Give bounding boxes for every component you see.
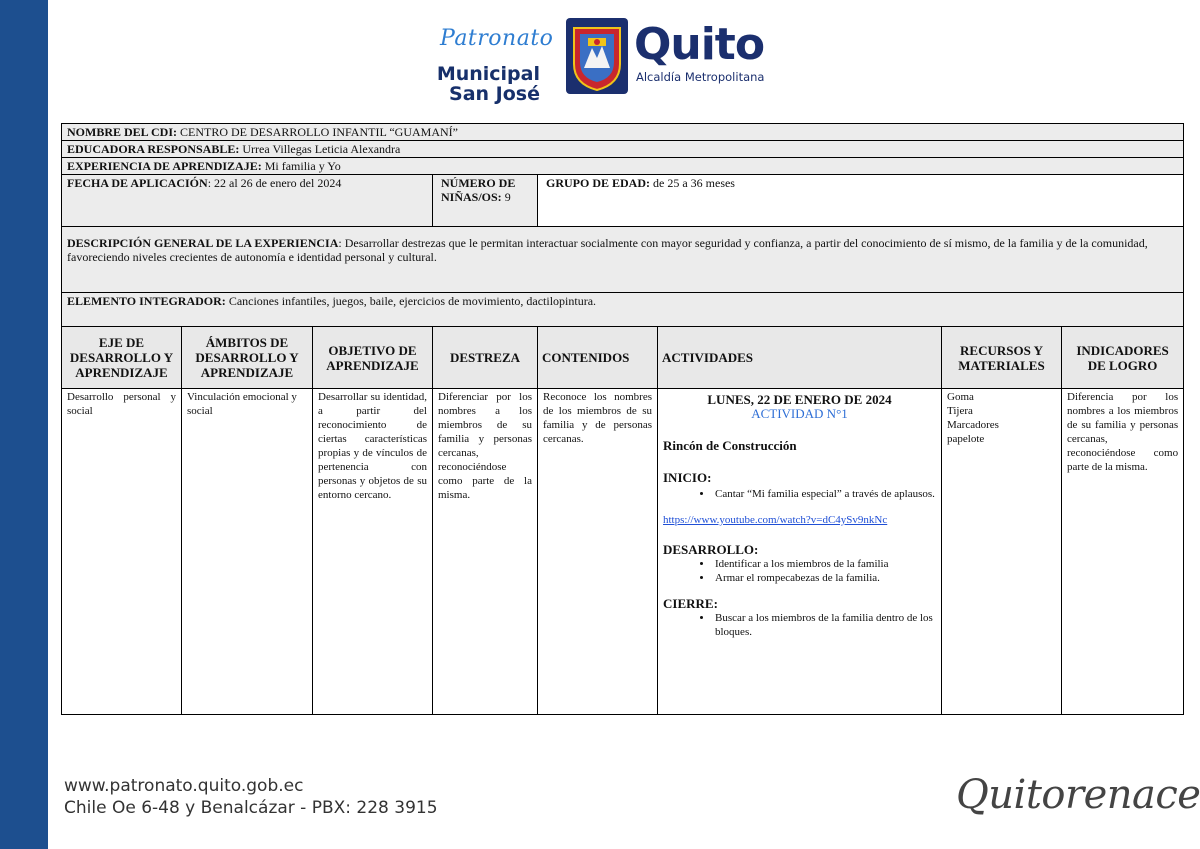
footer-address: Chile Oe 6-48 y Benalcázar - PBX: 228 3915: [64, 798, 438, 818]
quito-wordmark: Quito: [634, 19, 765, 70]
fecha-value: : 22 al 26 de enero del 2024: [207, 176, 342, 190]
activity-number: ACTIVIDAD N°1: [751, 406, 848, 421]
educadora-row: [62, 141, 1184, 158]
col-contenidos: CONTENIDOS: [538, 327, 658, 389]
cierre-list: [663, 611, 936, 639]
descripcion-value: : Desarrollar destrezas que le permitan interactuar socialmente con mayor seguridad y confianza, a partir del conocimiento de sí mismo, de la familia y de la comunidad, favoreciendo niveles crecientes de autonomía e identidad personal y cultural.: [67, 236, 1148, 264]
fecha-row: [62, 175, 1184, 227]
desarrollo-label: DESARROLLO:: [663, 542, 759, 557]
inicio-list: [663, 487, 936, 501]
recursos-cell: [942, 389, 1062, 715]
elemento-label: ELEMENTO INTEGRADOR:: [67, 294, 226, 308]
cdi-value: CENTRO DE DESARROLLO INFANTIL “GUAMANÍ”: [177, 125, 458, 139]
activity-date: LUNES, 22 DE ENERO DE 2024: [707, 392, 892, 407]
experiencia-label: EXPERIENCIA DE APRENDIZAJE:: [67, 159, 262, 173]
inicio-label: INICIO:: [663, 470, 712, 485]
video-link[interactable]: https://www.youtube.com/watch?v=dC4ySv9nkNc: [663, 514, 888, 526]
fecha-label: FECHA DE APLICACIÓN: [67, 176, 208, 190]
recurso-item: Tijera: [947, 405, 973, 417]
column-header-row: [62, 327, 1184, 389]
educadora-cell: [62, 141, 1184, 158]
educadora-label: EDUCADORA RESPONSABLE:: [67, 142, 240, 156]
numero-label-1: NÚMERO DE: [441, 176, 516, 190]
descripcion-label: DESCRIPCIÓN GENERAL DE LA EXPERIENCIA: [67, 236, 339, 250]
descripcion-cell: [62, 227, 1184, 293]
patronato-name: [428, 64, 540, 104]
cdi-row: [62, 124, 1184, 141]
quito-crest-icon: [566, 18, 628, 94]
col-destreza: DESTREZA: [433, 327, 538, 389]
descripcion-row: [62, 227, 1184, 293]
footer-slogan: Quitorenace: [956, 772, 1200, 818]
col-objetivo: OBJETIVO DE APRENDIZAJE: [313, 327, 433, 389]
grupo-value: de 25 a 36 meses: [650, 176, 735, 190]
cierre-item: • Buscar a los miembros de la familia dentro de los bloques.: [713, 611, 936, 639]
cdi-cell: [62, 124, 1184, 141]
patronato-line-2: San José: [449, 83, 540, 105]
col-indicadores: INDICADORES DE LOGRO: [1062, 327, 1184, 389]
inicio-item: • Cantar “Mi familia especial” a través de aplausos.: [713, 487, 936, 501]
eje-cell: Desarrollo personal y social: [62, 389, 182, 715]
numero-value: 9: [501, 190, 511, 204]
patronato-script: Patronato: [440, 26, 554, 51]
elemento-value: Canciones infantiles, juegos, baile, ejercicios de movimiento, dactilopintura.: [225, 294, 597, 308]
recurso-item: Goma: [947, 391, 974, 403]
grupo-cell: [538, 175, 1184, 227]
patronato-line-1: Municipal: [436, 63, 540, 85]
side-accent-bar: [0, 0, 48, 849]
elemento-cell: [62, 293, 1184, 327]
col-recursos: RECURSOS Y MATERIALES: [942, 327, 1062, 389]
grupo-label: GRUPO DE EDAD:: [546, 176, 650, 190]
experiencia-cell: [62, 158, 1184, 175]
actividades-cell: [658, 389, 942, 715]
numero-label-2: NIÑAS/OS:: [441, 190, 502, 204]
recurso-item: Marcadores: [947, 419, 999, 431]
footer-website[interactable]: www.patronato.quito.gob.ec: [64, 776, 304, 796]
ambitos-cell: Vinculación emocional y social: [182, 389, 313, 715]
col-actividades: ACTIVIDADES: [658, 327, 942, 389]
destreza-cell: Diferenciar por los nombres a los miembros de su familia y personas cercanas, reconociéndose como parte de la misma.: [433, 389, 538, 715]
educadora-value: Urrea Villegas Leticia Alexandra: [239, 142, 401, 156]
objetivo-cell: Desarrollar su identidad, a partir del reconocimiento de ciertas características propias y de vínculos de pertenencia con personas y objetos de su entorno cercano.: [313, 389, 433, 715]
planning-table: [61, 123, 1184, 715]
experiencia-row: [62, 158, 1184, 175]
cdi-label: NOMBRE DEL CDI:: [67, 125, 178, 139]
cierre-label: CIERRE:: [663, 596, 718, 611]
indicadores-cell: Diferencia por los nombres a los miembros de su familia y personas cercanas, reconociéndose como parte de la misma.: [1062, 389, 1184, 715]
recurso-item: papelote: [947, 433, 985, 445]
col-ambitos: ÁMBITOS DE DESARROLLO Y APRENDIZAJE: [182, 327, 313, 389]
desarrollo-item: • Armar el rompecabezas de la familia.: [713, 571, 936, 585]
numero-cell: [433, 175, 538, 227]
fecha-cell: [62, 175, 433, 227]
desarrollo-item: • Identificar a los miembros de la familia: [713, 557, 936, 571]
content-row: [62, 389, 1184, 715]
elemento-row: [62, 293, 1184, 327]
col-eje: EJE DE DESARROLLO Y APRENDIZAJE: [62, 327, 182, 389]
patronato-logo: [426, 26, 554, 105]
rincon-title: Rincón de Construcción: [663, 438, 797, 453]
contenidos-cell: Reconoce los nombres de los miembros de su familia y de personas cercanas.: [538, 389, 658, 715]
experiencia-value: Mi familia y Yo: [261, 159, 341, 173]
quito-subtitle: Alcaldía Metropolitana: [636, 70, 765, 84]
desarrollo-list: [663, 557, 936, 585]
